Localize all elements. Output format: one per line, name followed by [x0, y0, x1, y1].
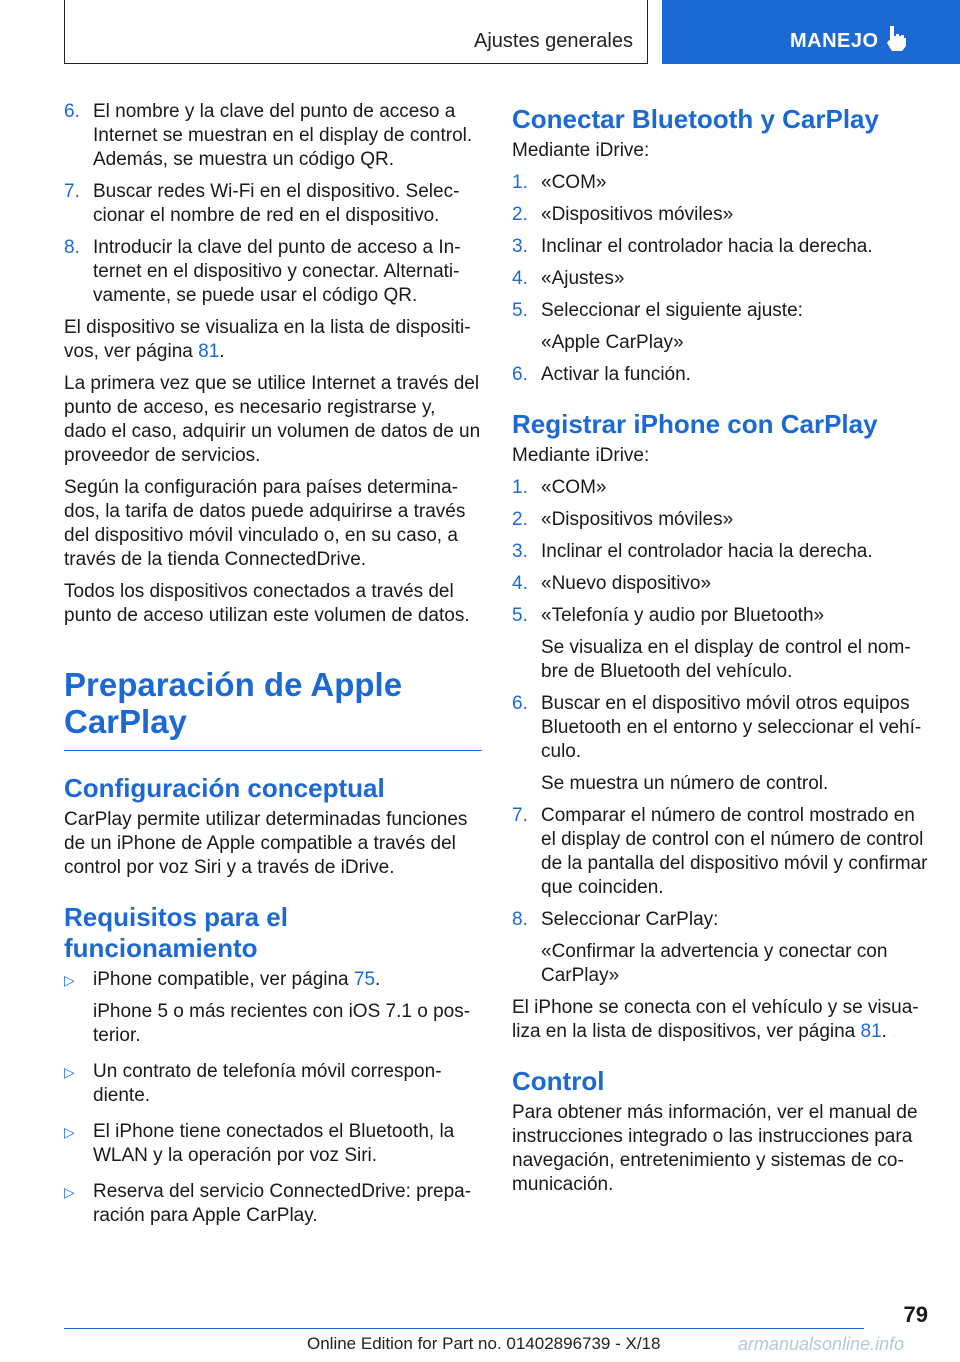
step-item — [512, 363, 930, 387]
step-number: 6. — [64, 101, 80, 122]
page-number: 79 — [903, 1302, 928, 1327]
step-text: «Nuevo dispositivo» — [541, 573, 712, 594]
paragraph: La primera vez que se utilice Internet a través del punto de acceso, es necesario registrarse y, dado el caso, adquirir un volumen de datos de un proveedor de servicios. — [64, 373, 481, 466]
step-text: «Ajustes» — [541, 268, 625, 289]
step-text: Introducir la clave del punto de acceso a Internet en el dispositivo y conectar. Alternativamente, se puede usar el código QR. — [93, 237, 461, 306]
step-text: Inclinar el controlador hacia la derecha. — [541, 236, 873, 257]
bullet-end: . — [375, 969, 381, 990]
step-text: Inclinar el controlador hacia la derecha. — [541, 541, 873, 562]
step-number: 3. — [512, 236, 528, 257]
paragraph: Mediante iDrive: — [512, 140, 650, 161]
step-item — [512, 908, 930, 932]
step-item — [512, 299, 930, 323]
step-text: «Dispositivos móviles» — [541, 509, 734, 530]
step-subtext: Se visualiza en el display de control el nombre de Bluetooth del vehículo. — [541, 637, 911, 682]
step-item — [512, 476, 930, 500]
step-number: 4. — [512, 268, 528, 289]
page-header — [0, 0, 960, 66]
step-number: 6. — [512, 693, 528, 714]
step-number: 5. — [512, 300, 528, 321]
section-heading: Registrar iPhone con CarPlay — [512, 409, 878, 439]
step-number: 2. — [512, 204, 528, 225]
paragraph — [512, 996, 930, 1044]
step-number: 8. — [64, 237, 80, 258]
section-tab — [64, 0, 648, 64]
step-item — [64, 180, 482, 228]
section-title: Ajustes generales — [474, 30, 633, 52]
pointing-hand-icon — [884, 24, 908, 52]
step-number: 1. — [512, 477, 528, 498]
step-item — [512, 804, 930, 900]
step-item — [512, 508, 930, 532]
paragraph-end: . — [219, 341, 225, 362]
left-column — [64, 100, 482, 1240]
paragraph-text: El iPhone se conecta con el vehículo y se visualiza en la lista de dispositivos, ver página — [512, 997, 919, 1042]
step-item — [512, 572, 930, 596]
paragraph: CarPlay permite utilizar determinadas funciones de un iPhone de Apple compatible a través del control por voz Siri y a través de iDrive. — [64, 809, 468, 878]
paragraph-text: El dispositivo se visualiza en la lista de dispositivos, ver página — [64, 317, 471, 362]
step-number: 7. — [64, 181, 80, 202]
step-item — [512, 267, 930, 291]
paragraph — [64, 316, 482, 364]
step-text: Activar la función. — [541, 364, 691, 385]
paragraph: Todos los dispositivos conectados a través del punto de acceso utilizan este volumen de datos. — [64, 581, 470, 626]
step-number: 1. — [512, 172, 528, 193]
step-subtext: «Apple CarPlay» — [541, 332, 684, 353]
chapter-heading: Preparación de Apple CarPlay — [64, 666, 482, 751]
watermark: armanualsonline.info — [738, 1334, 905, 1354]
page-link[interactable]: 75 — [353, 969, 376, 990]
step-text: El nombre y la clave del punto de acceso a Internet se muestran en el display de control. Además, se muestra un código QR. — [93, 101, 473, 170]
triangle-bullet-icon: ▷ — [64, 1124, 75, 1140]
step-subtext: Se muestra un número de control. — [541, 773, 829, 794]
right-column — [512, 100, 930, 1205]
step-number: 4. — [512, 573, 528, 594]
paragraph: Mediante iDrive: — [512, 445, 650, 466]
step-text: «Telefonía y audio por Bluetooth» — [541, 605, 825, 626]
step-text: «COM» — [541, 172, 607, 193]
footer-edition: Online Edition for Part no. 01402896739 - X/18 — [307, 1334, 661, 1353]
step-text: Seleccionar CarPlay: — [541, 909, 719, 930]
footer-divider — [64, 1328, 864, 1329]
triangle-bullet-icon: ▷ — [64, 972, 75, 988]
bullet-text: Un contrato de telefonía móvil correspondiente. — [93, 1061, 442, 1106]
paragraph: Según la configuración para países determinados, la tarifa de datos puede adquirirse a través del dispositivo móvil vinculado o, en su caso, a través de la tienda ConnectedDrive. — [64, 477, 466, 570]
paragraph-end: . — [881, 1021, 887, 1042]
step-item — [512, 604, 930, 628]
triangle-bullet-icon: ▷ — [64, 1184, 75, 1200]
step-text: Seleccionar el siguiente ajuste: — [541, 300, 803, 321]
step-subtext: «Confirmar la advertencia y conectar con CarPlay» — [541, 941, 888, 986]
step-number: 2. — [512, 509, 528, 530]
bullet-text: Reserva del servicio ConnectedDrive: preparación para Apple CarPlay. — [93, 1181, 472, 1226]
step-number: 7. — [512, 805, 528, 826]
step-text: Buscar en el dispositivo móvil otros equipos Bluetooth en el entorno y seleccionar el vehículo. — [541, 693, 922, 762]
bullet-subtext: iPhone 5 o más recientes con iOS 7.1 o posterior. — [93, 1001, 471, 1046]
step-text: «COM» — [541, 477, 607, 498]
bullet-item — [64, 1060, 482, 1108]
step-item — [512, 171, 930, 195]
step-item — [512, 203, 930, 227]
section-heading: Configuración conceptual — [64, 773, 385, 803]
bullet-item — [64, 1120, 482, 1168]
paragraph: Para obtener más información, ver el manual de instrucciones integrado o las instrucciones para navegación, entretenimiento y sistemas de comunicación. — [512, 1102, 918, 1195]
step-text: Comparar el número de control mostrado en el display de control con el número de control de la pantalla del dispositivo móvil y confirmar que coinciden. — [541, 805, 928, 898]
section-heading: Conectar Bluetooth y CarPlay — [512, 104, 879, 134]
bullet-item — [64, 1180, 482, 1228]
step-item — [64, 100, 482, 172]
step-text: Buscar redes Wi-Fi en el dispositivo. Seleccionar el nombre de red en el dispositivo. — [93, 181, 460, 226]
step-number: 6. — [512, 364, 528, 385]
step-item — [512, 692, 930, 764]
bullet-text: El iPhone tiene conectados el Bluetooth, la WLAN y la operación por voz Siri. — [93, 1121, 455, 1166]
step-number: 5. — [512, 605, 528, 626]
triangle-bullet-icon: ▷ — [64, 1064, 75, 1080]
step-number: 3. — [512, 541, 528, 562]
chapter-title: MANEJO — [790, 30, 879, 52]
page-link[interactable]: 81 — [860, 1021, 882, 1042]
step-item — [64, 236, 482, 308]
step-text: «Dispositivos móviles» — [541, 204, 734, 225]
step-number: 8. — [512, 909, 528, 930]
section-heading: Control — [512, 1066, 605, 1096]
page-link[interactable]: 81 — [198, 341, 220, 362]
bullet-item — [64, 968, 482, 1048]
chapter-tab — [662, 0, 960, 64]
step-item — [512, 540, 930, 564]
section-heading: Requisitos para el funcionamiento — [64, 902, 288, 963]
step-item — [512, 235, 930, 259]
bullet-text: iPhone compatible, ver página — [93, 969, 354, 990]
